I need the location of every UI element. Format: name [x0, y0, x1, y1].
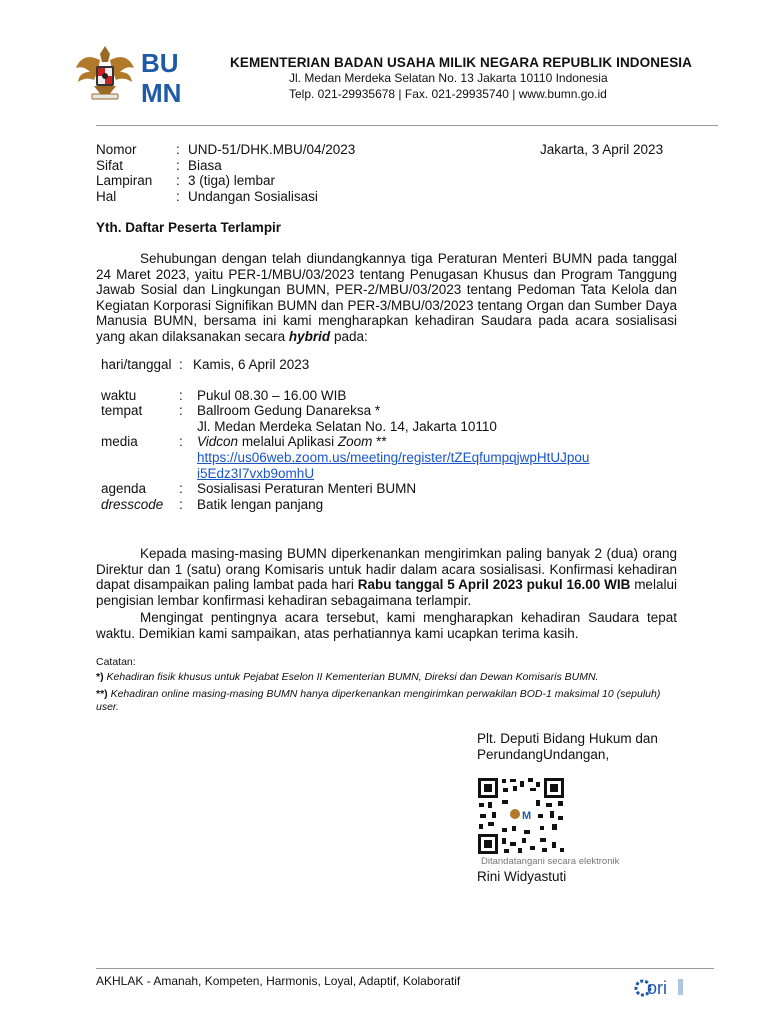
ministry-address: Jl. Medan Merdeka Selatan No. 13 Jakarta 10110 Indonesia	[289, 71, 608, 85]
hybrid-emphasis: hybrid	[288, 328, 331, 344]
svg-text:M: M	[522, 810, 532, 822]
addressee: Yth. Daftar Peserta Terlampir	[96, 220, 282, 235]
position-line: PerundangUndangan,	[477, 747, 610, 762]
detail-colon: :	[179, 481, 183, 497]
event-date: Kamis, 6 April 2023	[193, 357, 310, 372]
note-physical: Kehadiran fisik khusus untuk Pejabat Eselon II Kementerian BUMN, Direksi dan Dewan Komisaris BUMN.	[106, 671, 599, 683]
event-venue	[197, 403, 617, 434]
detail-colon: :	[179, 387, 183, 403]
media-text: melalui Aplikasi	[241, 434, 335, 450]
note-marker: *)	[96, 671, 104, 683]
paragraph-closing	[96, 610, 677, 641]
media-vidcon: Vidcon	[197, 434, 239, 450]
paragraph-intro	[96, 251, 677, 345]
zoom-registration-link[interactable]: https://us06web.zoom.us/meeting/register/tZEqfumpqjwpHtUJpoui5Edz3I7vxb9omhU	[197, 449, 590, 481]
attendance-end: melalui pengisian lembar konfirmasi kehadiran sebagaimana terlampir.	[96, 577, 677, 608]
bumn-logo	[141, 42, 189, 104]
intro-end: pada:	[333, 328, 368, 344]
detail-label: media	[101, 434, 138, 450]
event-media	[197, 434, 617, 481]
ministry-title: KEMENTERIAN BADAN USAHA MILIK NEGARA REPUBLIK INDONESIA	[230, 55, 693, 70]
signer-name: Rini Widyastuti	[477, 869, 567, 884]
attendance-text: Kepada masing-masing BUMN diperkenankan mengirimkan paling banyak 2 (dua) orang Direktur dan 1 (satu) orang Komisaris untuk hadir dalam acara sosialisasi. Konfirmasi kehadiran dapat disampaikan paling lambat pada hari	[96, 546, 677, 593]
footer-values: AKHLAK - Amanah, Kompeten, Harmonis, Loyal, Adaptif, Kolaboratif	[96, 974, 461, 988]
meta-colon: :	[176, 173, 180, 188]
svg-text:MN: MN	[141, 78, 182, 104]
meta-colon: :	[176, 157, 180, 173]
detail-label: agenda	[101, 481, 147, 497]
detail-colon: :	[179, 496, 183, 512]
closing-text: Mengingat pentingnya acara tersebut, kami mengharapkan kehadiran Saudara tepat waktu. Demikian kami sampaikan, atas perhatiannya kami ucapkan terima kasih.	[96, 610, 677, 641]
venue-address: Jl. Medan Merdeka Selatan No. 14, Jakarta 10110	[197, 418, 497, 434]
meta-label: Lampiran	[96, 173, 153, 188]
detail-label: tempat	[101, 403, 143, 419]
letter-attachment: 3 (tiga) lembar	[188, 173, 276, 188]
notes-label: Catatan:	[96, 656, 136, 668]
media-stars: **	[376, 434, 387, 450]
media-zoom: Zoom	[337, 434, 373, 450]
detail-label: waktu	[101, 387, 137, 403]
event-time: Pukul 08.30 – 16.00 WIB	[197, 387, 347, 403]
detail-colon: :	[179, 403, 183, 419]
ori-logo	[634, 974, 686, 1000]
detail-label: dresscode	[101, 496, 164, 512]
letter-date: Jakarta, 3 April 2023	[540, 142, 664, 157]
e-signature-note: Ditandatangani secara elektronik	[481, 856, 620, 867]
garuda-emblem	[74, 42, 136, 104]
letter-number: UND-51/DHK.MBU/04/2023	[188, 142, 356, 157]
svg-text:ori: ori	[647, 978, 668, 998]
detail-colon: :	[179, 357, 183, 372]
event-agenda: Sosialisasi Peraturan Menteri BUMN	[197, 481, 417, 497]
venue-name: Ballroom Gedung Danareksa *	[197, 403, 381, 419]
notes	[96, 656, 666, 714]
paragraph-attendance	[96, 546, 677, 608]
meta-label: Hal	[96, 188, 117, 204]
intro-text: Sehubungan dengan telah diundangkannya tiga Peraturan Menteri BUMN pada tanggal 24 Maret 2023, yaitu PER-1/MBU/03/2023 tentang Penugasan Khusus dan Program Tanggung Jawab Sosial dan Lingkungan BUMN, PER-2/MBU/03/2023 tentang Pedoman Tata Kelola dan Kegiatan Korporasi Signifikan BUMN dan PER-3/MBU/03/2023 tentang Organ dan Sumber Daya Manusia BUMN, bersama ini kami mengharapkan kehadiran Saudara pada acara sosialisasi yang akan dilaksanakan secara	[96, 251, 677, 344]
deadline-emphasis: Rabu tanggal 5 April 2023 pukul 16.00 WIB	[357, 577, 631, 593]
event-details	[101, 357, 617, 512]
letter-subject: Undangan Sosialisasi	[188, 188, 318, 204]
meta-colon: :	[176, 142, 180, 157]
position-line: Plt. Deputi Bidang Hukum dan	[477, 731, 658, 746]
signature-position	[477, 731, 658, 763]
footer-divider	[96, 968, 714, 969]
header-divider	[96, 125, 718, 126]
meta-colon: :	[176, 188, 180, 204]
meta-label: Sifat	[96, 157, 124, 173]
meta-label: Nomor	[96, 142, 137, 157]
ministry-contact: Telp. 021-29935678 | Fax. 021-29935740 | www.bumn.go.id	[289, 87, 607, 101]
event-dresscode: Batik lengan panjang	[197, 496, 324, 512]
detail-label: hari/tanggal	[101, 357, 172, 372]
detail-colon: :	[179, 434, 183, 450]
qr-code	[476, 776, 566, 856]
note-marker: **)	[96, 688, 108, 700]
svg-text:BU: BU	[141, 48, 179, 78]
letter-meta	[96, 142, 355, 204]
note-online: Kehadiran online masing-masing BUMN hanya diperkenankan mengirimkan perwakilan BOD-1 maksimal 10 (sepuluh) user.	[96, 688, 661, 713]
letter-nature: Biasa	[188, 157, 222, 173]
